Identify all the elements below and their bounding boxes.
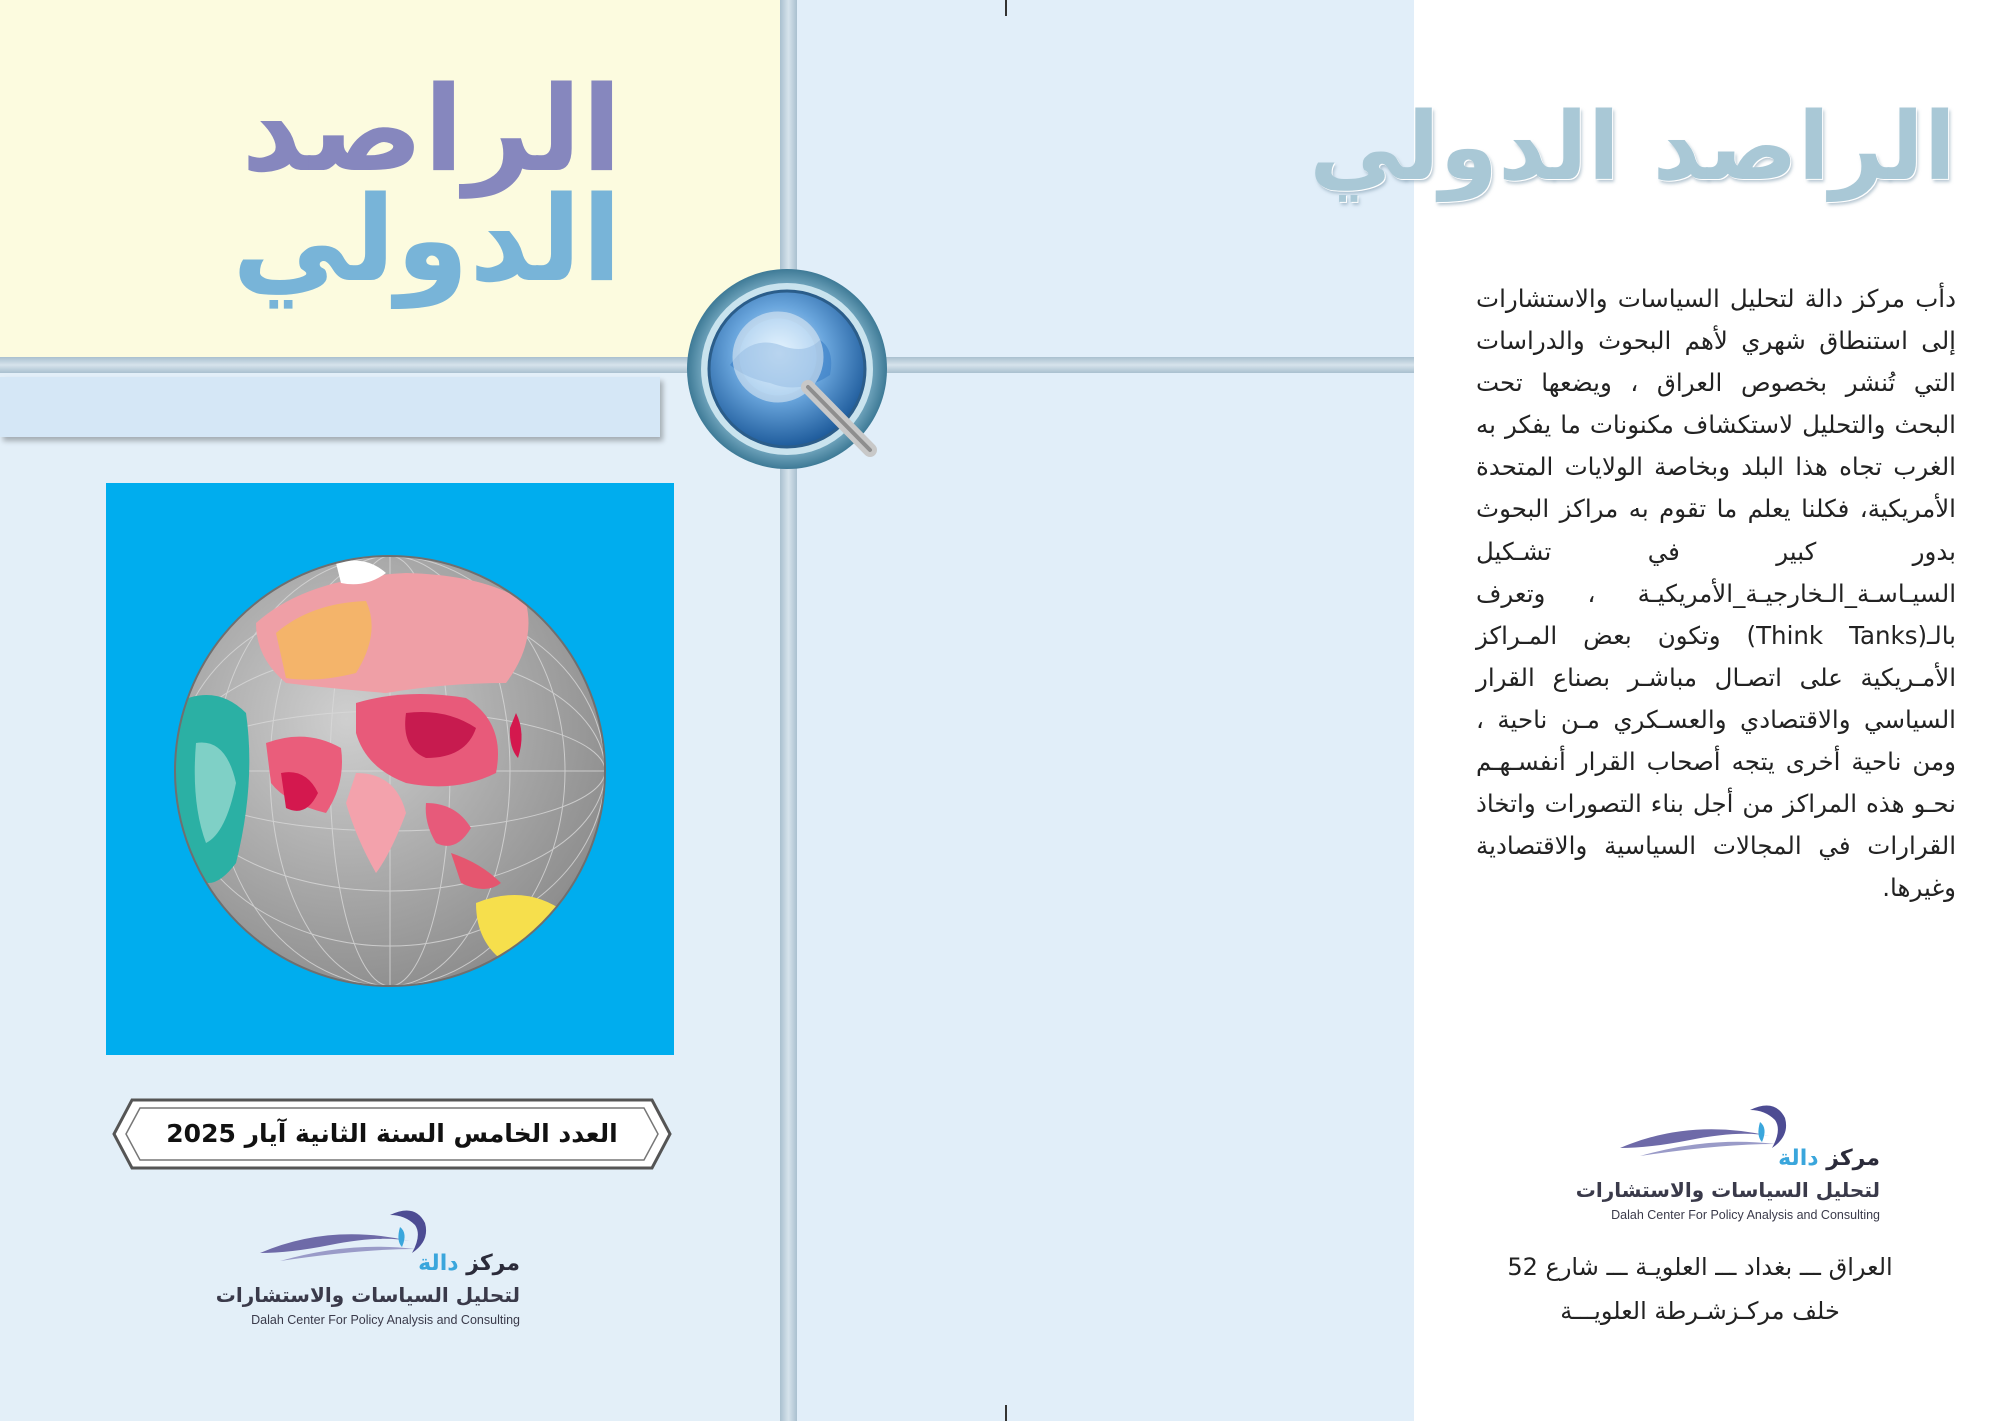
fold-mark-bottom [1005, 1405, 1007, 1421]
fold-mark-top [1005, 0, 1007, 16]
logo-subtitle: لتحليل السياسات والاستشارات [1575, 1178, 1880, 1202]
globe-image [106, 483, 674, 1055]
center-logo-back [1575, 1100, 1900, 1230]
logo-name: مركز دالة [1778, 1146, 1880, 1171]
issue-label: العدد الخامس السنة الثانية آيار 2025 [166, 1119, 618, 1148]
vertical-divider-bar [780, 0, 797, 1421]
horizontal-divider-bar-right [886, 357, 1414, 373]
cover-blue-band [0, 377, 660, 437]
intro-paragraph: دأب مركز دالة لتحليل السياسات والاستشارات إلى استنطاق شهري لأهم البحوث والدراسات التي تُنشر بخصوص العراق ، ويضعها تحت البحث والتحليل لاستكشاف مكنونات ما يفكر به الغرب تجاه هذا البلد وبخاصة الولايات المتحدة الأمريكية، فكلنا يعلم ما تقوم به مراكز البحوث بدور كبير في تشـكيل السيـاسـة_الـخارجيـة_الأمريكيـة ، وتعرف بالـ(Think Tanks) وتكون بعض المـراكز الأمـريكية على اتصـال مباشـر بصناع القرار السياسي والاقتصادي والعسـكري مـن ناحية ، ومن ناحية أخرى يتجه أصحاب القرار أنفسـهـم نحـو هذه المراكز من أجل بناء التصورات واتخاذ القرارات في المجالات السياسية والاقتصادية وغيرها. [1476, 284, 1956, 903]
horizontal-divider-bar-left [0, 357, 690, 373]
center-logo-cover [215, 1205, 540, 1335]
back-title: الراصد الدولي [1309, 93, 1956, 202]
address-line2: خلف مركـزشـرطة العلويـــة [1560, 1297, 1840, 1325]
address-line1: العراق ـــ بغداد ـــ العلويـة ـــ شارع 52 [1507, 1253, 1893, 1281]
logo-subtitle: لتحليل السياسات والاستشارات [215, 1283, 520, 1307]
cover-title [232, 60, 622, 308]
inside-panel [797, 0, 1414, 1421]
logo-english: Dalah Center For Policy Analysis and Consulting [1611, 1208, 1880, 1222]
cover-title-line2: الدولي [232, 170, 622, 308]
address [1450, 1245, 1950, 1333]
globe-icon [106, 483, 674, 1055]
cover-title-line1: الراصد [241, 60, 622, 198]
logo-name: مركز دالة [418, 1251, 520, 1276]
logo-english: Dalah Center For Policy Analysis and Consulting [251, 1313, 520, 1327]
magnifier-globe-icon [670, 255, 910, 475]
